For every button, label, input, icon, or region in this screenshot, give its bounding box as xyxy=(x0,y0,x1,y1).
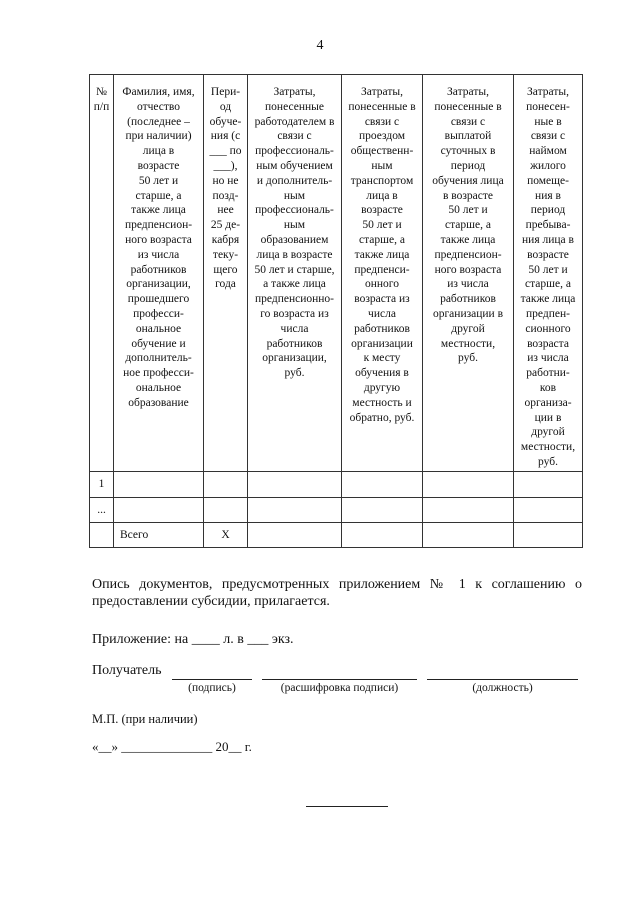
table-row xyxy=(90,498,583,523)
table-cell xyxy=(342,498,423,523)
table-row xyxy=(90,472,583,498)
header-cell: Затраты, понесен- ные в связи с наймом жилого помеще- ния в период пребыва- ния лица в возрасте 50 лет и старше, а также лица предпен- сионного возраста из числа работни- ков организа- ции в другой местности, руб. xyxy=(514,75,583,472)
recipient-label: Получатель xyxy=(92,663,162,678)
table-cell xyxy=(204,498,248,523)
date-line: «__» ______________ 20__ г. xyxy=(92,739,252,754)
total-label: Всего xyxy=(114,523,204,548)
table-cell xyxy=(423,472,514,498)
table-cell xyxy=(514,523,583,548)
signature-line xyxy=(172,679,252,680)
expenses-table xyxy=(89,74,583,548)
row-number: ... xyxy=(90,498,114,523)
table-total-row xyxy=(90,523,583,548)
header-cell: № п/п xyxy=(90,75,114,472)
position-caption: (должность) xyxy=(472,682,533,694)
table-cell xyxy=(423,523,514,548)
table-header-row xyxy=(90,75,583,472)
table-cell xyxy=(248,523,342,548)
table-cell xyxy=(114,498,204,523)
stamp-note: М.П. (при наличии) xyxy=(92,712,198,726)
decode-line xyxy=(262,679,417,680)
header-cell: Затраты, понесенные в связи с проездом общественн- ным транспортом лица в возрасте 50 лет и старше, а также лица предпенси- онного возраста из числа работников организации к месту обучения в другую местность и обратно, руб. xyxy=(342,75,423,472)
signature-caption: (подпись) xyxy=(188,682,236,694)
table-cell xyxy=(248,498,342,523)
header-cell: Затраты, понесенные в связи с выплатой суточных в период обучения лица в возрасте 50 лет и старше, а также лица предпенсион- ного возраста из числа работников организации в другой местности, руб. xyxy=(423,75,514,472)
header-cell: Затраты, понесенные работодателем в связи с профессиональ- ным обучением и дополнитель- ным профессиональ- ным образованием лица в возрасте 50 лет и старше, а также лица предпенсионно- го возраста из числа работников организации, руб. xyxy=(248,75,342,472)
header-cell: Фамилия, имя, отчество (последнее – при наличии) лица в возрасте 50 лет и старше, а также лица предпенсион- ного возраста из числа работников организации, прошедшего професси- ональное обучение и дополнитель- ное професси- ональное образование xyxy=(114,75,204,472)
table-cell xyxy=(248,472,342,498)
table-cell xyxy=(90,523,114,548)
header-cell: Пери- од обуче- ния (с ___ по ___), но не позд- нее 25 де- кабря теку- щего года xyxy=(204,75,248,472)
table-cell xyxy=(342,523,423,548)
inventory-paragraph: Опись документов, предусмотренных приложением № 1 к соглашению о предоставлении субсидии, прилагается. xyxy=(92,577,582,609)
table-cell xyxy=(204,472,248,498)
attachment-line: Приложение: на ____ л. в ___ экз. xyxy=(92,632,294,647)
footer-divider xyxy=(306,806,388,807)
position-line xyxy=(427,679,578,680)
row-number: 1 xyxy=(90,472,114,498)
table-cell xyxy=(514,498,583,523)
table-cell xyxy=(423,498,514,523)
table-cell xyxy=(514,472,583,498)
table-cell xyxy=(114,472,204,498)
total-period-mark: Х xyxy=(204,523,248,548)
table-cell xyxy=(342,472,423,498)
page-number: 4 xyxy=(316,38,324,53)
decode-caption: (расшифровка подписи) xyxy=(280,682,399,694)
